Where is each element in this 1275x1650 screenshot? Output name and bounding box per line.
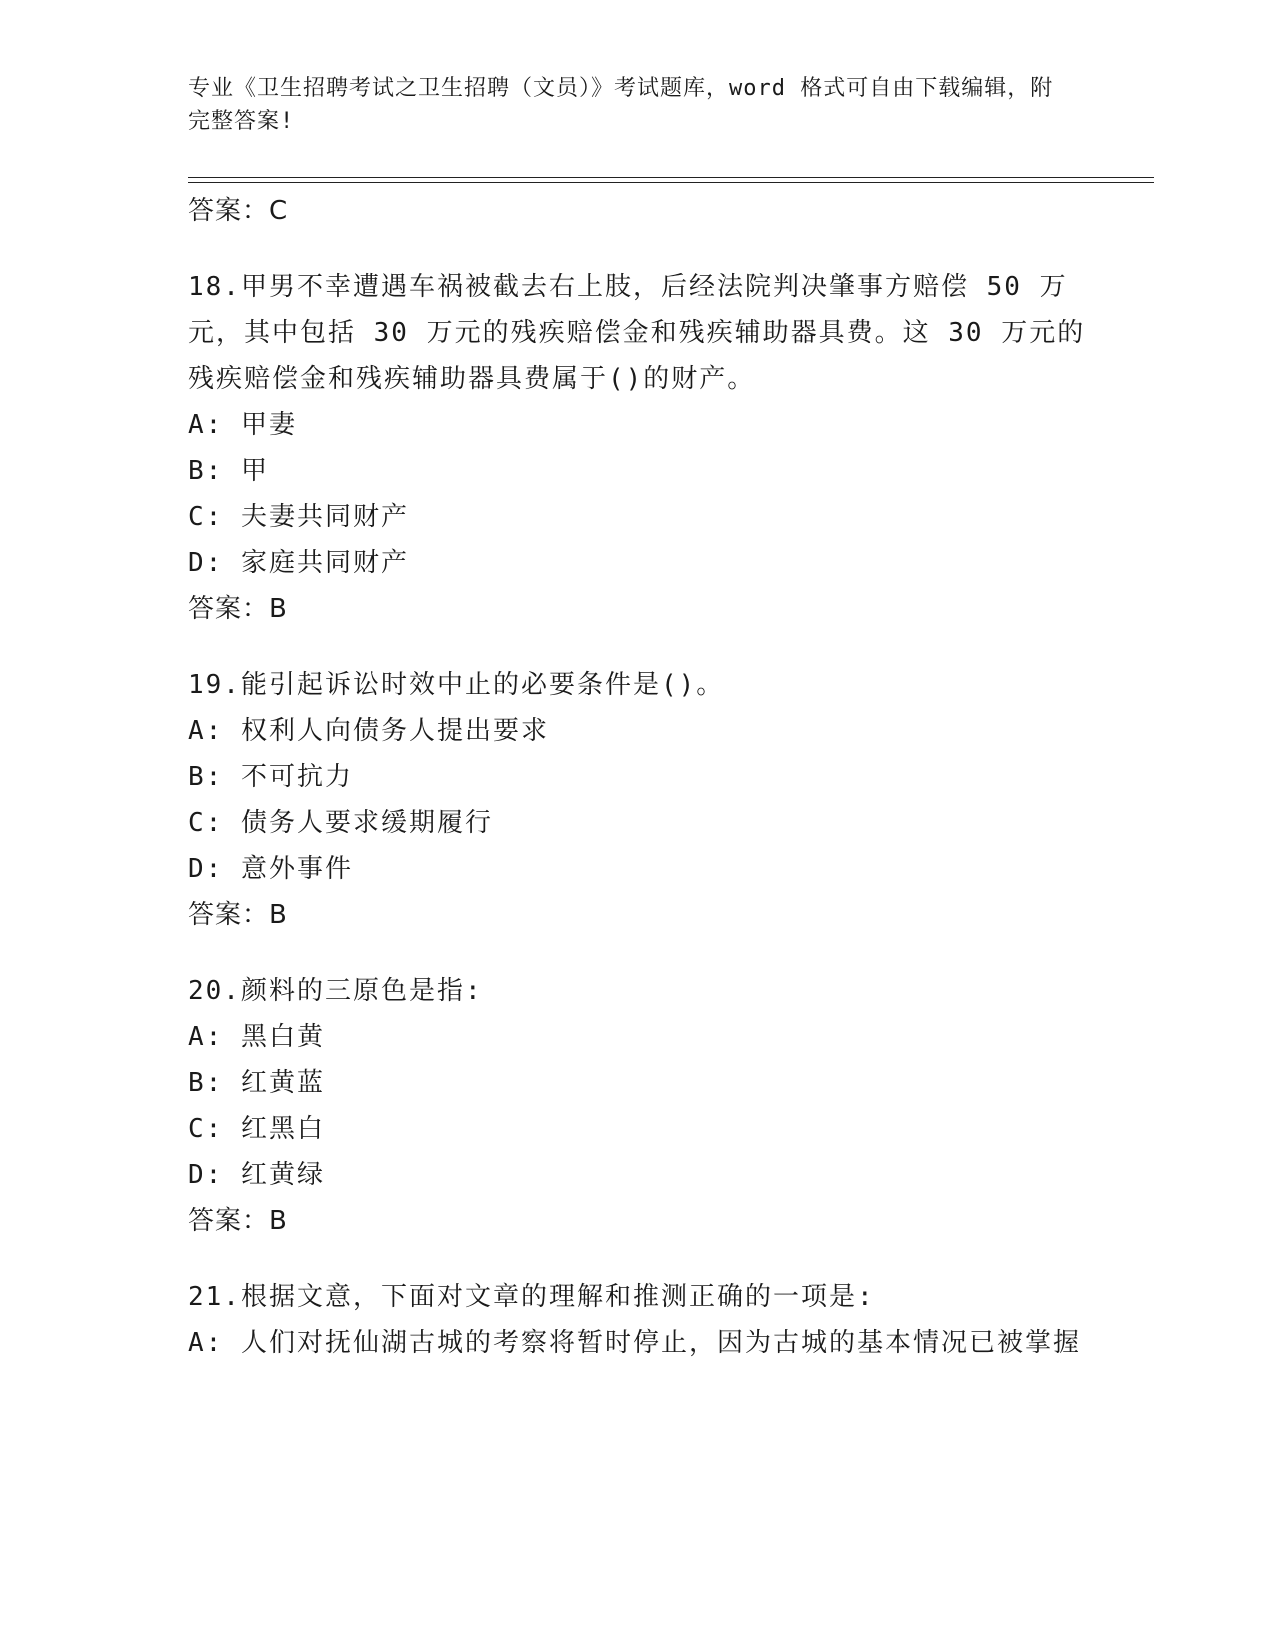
option-c: C: 夫妻共同财产 bbox=[188, 502, 409, 532]
document-header: 专业《卫生招聘考试之卫生招聘（文员）》考试题库，word 格式可自由下载编辑，附完整答案! bbox=[188, 76, 1054, 134]
question-block-20 bbox=[188, 968, 1088, 1244]
option-b: B: 不可抗力 bbox=[188, 762, 353, 792]
option-c: C: 债务人要求缓期履行 bbox=[188, 808, 493, 838]
question-block-21 bbox=[188, 1274, 1088, 1366]
option-a: A: 甲妻 bbox=[188, 410, 297, 440]
answer-line: 答案：C bbox=[188, 196, 289, 226]
question-list bbox=[188, 188, 1088, 1366]
option-a: A: 权利人向债务人提出要求 bbox=[188, 716, 549, 746]
option-d: D: 红黄绿 bbox=[188, 1160, 325, 1190]
option-d: D: 家庭共同财产 bbox=[188, 548, 409, 578]
question-stem: 20.颜料的三原色是指: bbox=[188, 976, 483, 1006]
answer-line: 答案：B bbox=[188, 900, 288, 930]
question-block-19 bbox=[188, 662, 1088, 938]
answer-line: 答案：B bbox=[188, 594, 288, 624]
option-a: A: 黑白黄 bbox=[188, 1022, 325, 1052]
answer-line: 答案：B bbox=[188, 1206, 288, 1236]
option-b: B: 甲 bbox=[188, 456, 269, 486]
option-c: C: 红黑白 bbox=[188, 1114, 325, 1144]
question-stem: 19.能引起诉讼时效中止的必要条件是()。 bbox=[188, 670, 725, 700]
question-stem: 21.根据文意，下面对文章的理解和推测正确的一项是: bbox=[188, 1282, 875, 1312]
option-a: A: 人们对抚仙湖古城的考察将暂时停止，因为古城的基本情况已被掌握 bbox=[188, 1328, 1081, 1358]
header-divider-top bbox=[188, 177, 1154, 178]
question-block-18 bbox=[188, 264, 1088, 632]
option-b: B: 红黄蓝 bbox=[188, 1068, 325, 1098]
header-divider-bottom bbox=[188, 182, 1154, 183]
question-stem: 18.甲男不幸遭遇车祸被截去右上肢，后经法院判决肇事方赔偿 50 万元，其中包括 30 万元的残疾赔偿金和残疾辅助器具费。这 30 万元的残疾赔偿金和残疾辅助器具费属于()的财产。 bbox=[188, 272, 1086, 394]
option-d: D: 意外事件 bbox=[188, 854, 353, 884]
